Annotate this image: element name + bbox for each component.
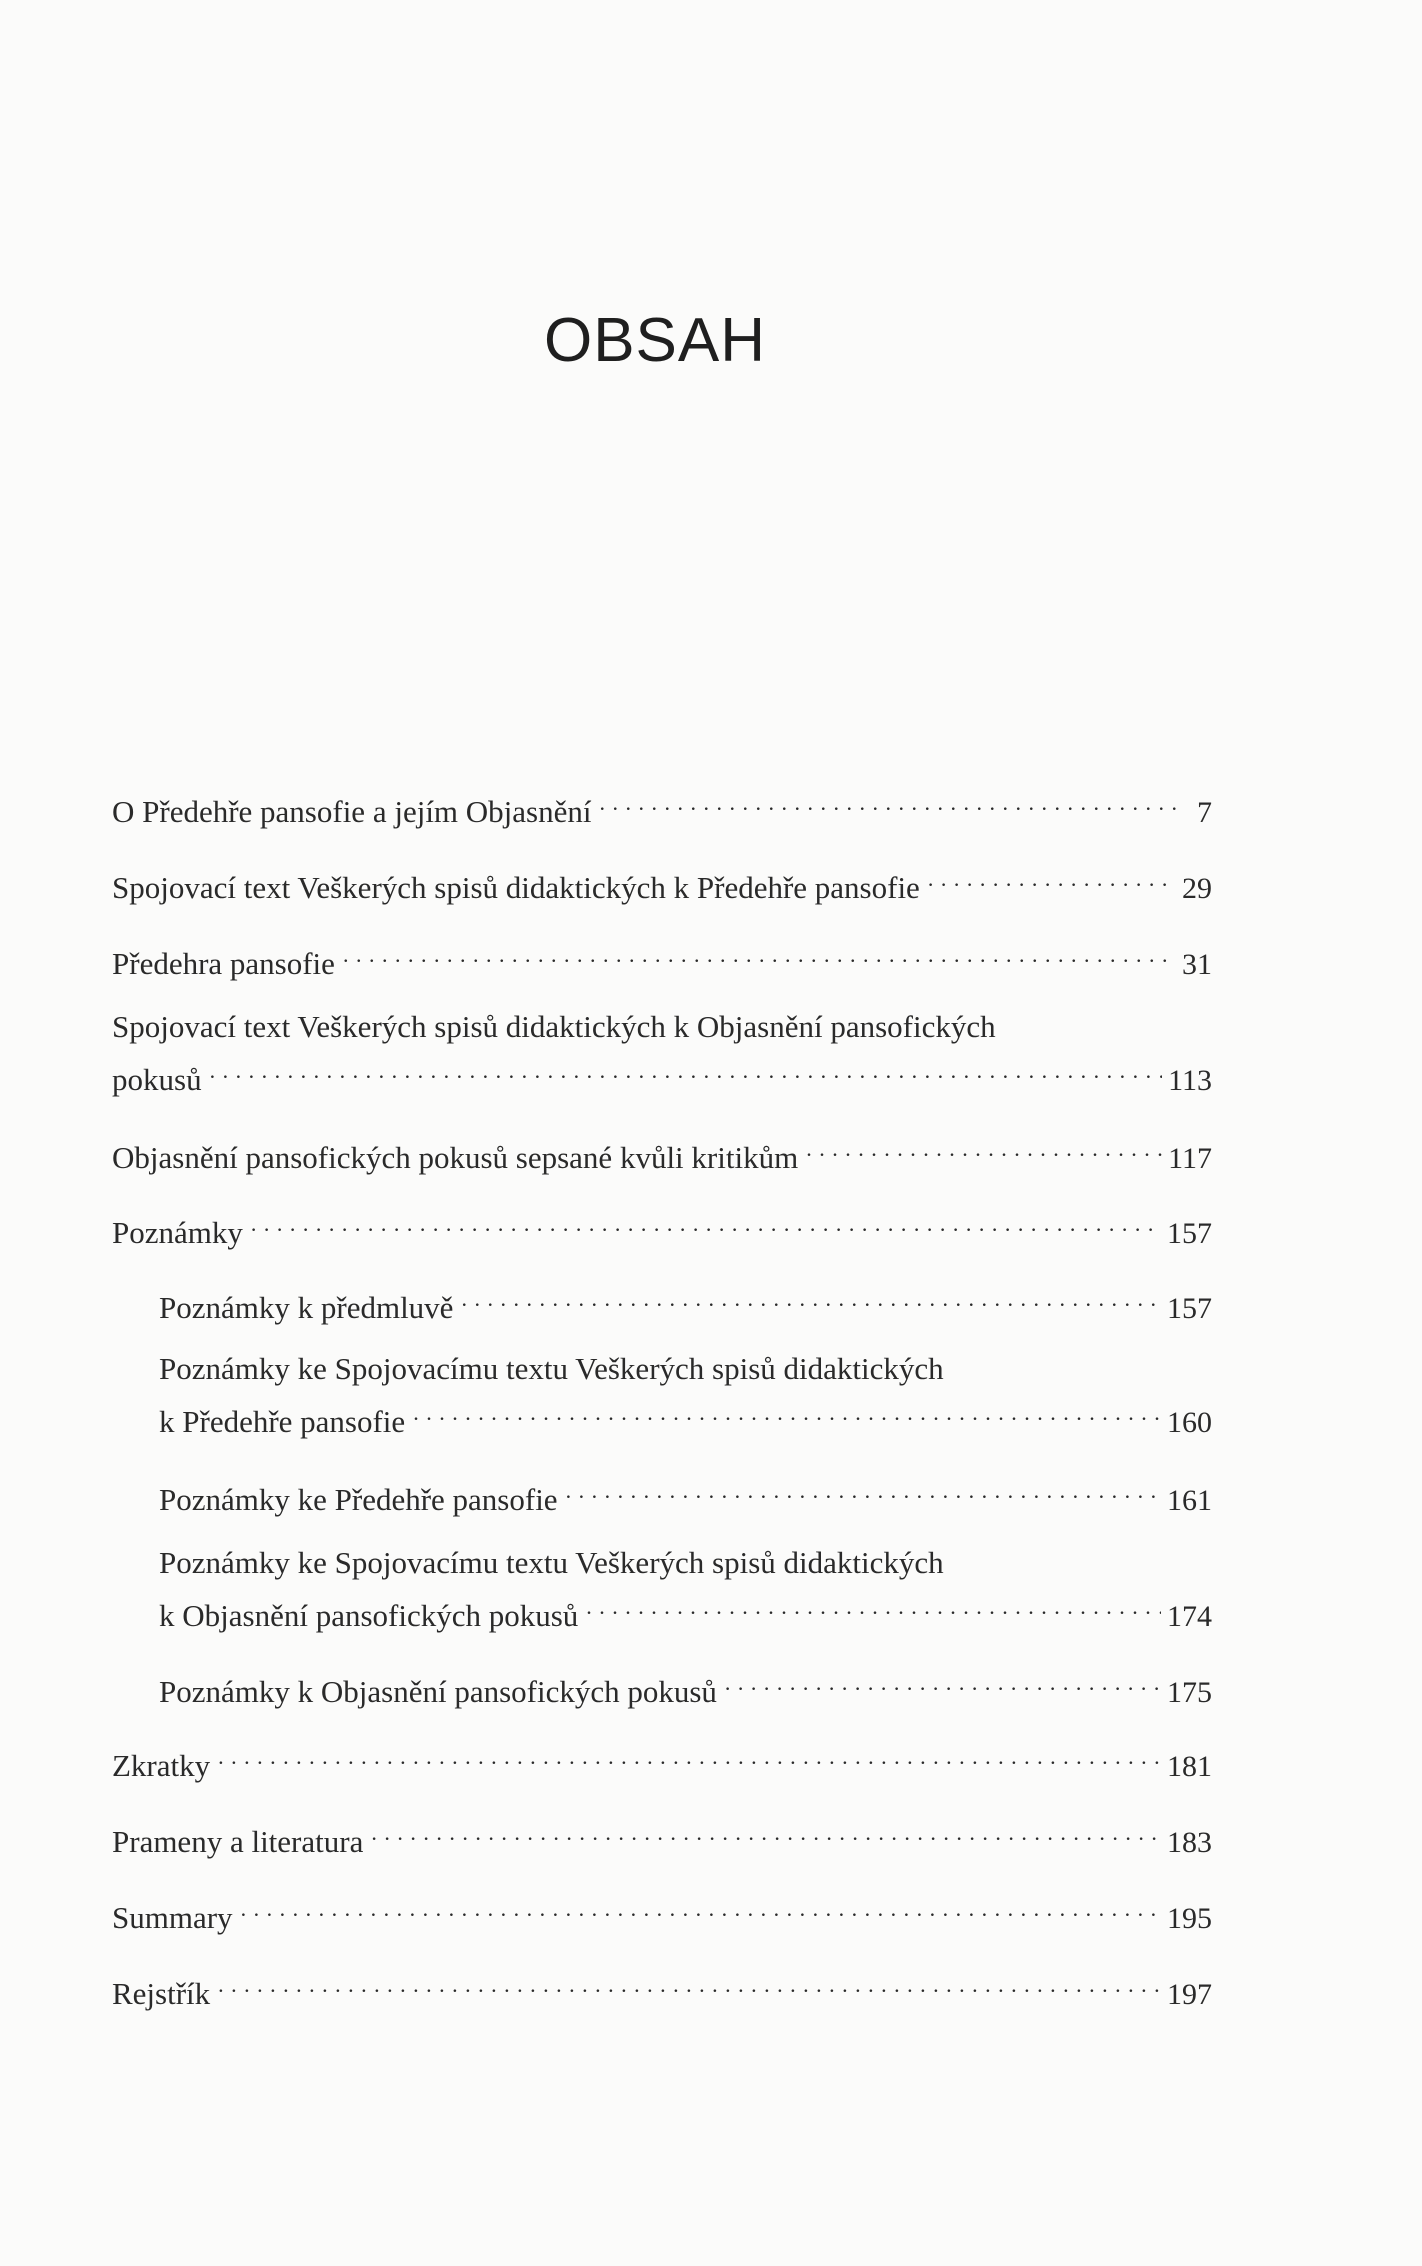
dot-leader (218, 1962, 1161, 2004)
toc-entry[interactable] (112, 1734, 1212, 1783)
toc-entry[interactable] (112, 780, 1212, 829)
toc-entry-title: Zkratky (112, 1748, 211, 1783)
dot-leader (600, 780, 1177, 822)
toc-subentry[interactable] (159, 1542, 1212, 1633)
dot-leader (343, 932, 1176, 974)
dot-leader (218, 1734, 1161, 1776)
toc-entry-title-line1: Spojovací text Veškerých spisů didaktických k Objasnění pansofických (112, 1009, 996, 1044)
toc-entry-page: 160 (1167, 1406, 1212, 1439)
toc-entry-page: 183 (1167, 1826, 1212, 1859)
toc-subentry[interactable] (159, 1660, 1212, 1709)
toc-entry-title: Předehra pansofie (112, 946, 335, 981)
dot-leader (566, 1468, 1161, 1510)
toc-subentry[interactable] (159, 1468, 1212, 1517)
dot-leader (928, 856, 1176, 898)
dot-leader (586, 1584, 1161, 1626)
toc-entry[interactable] (112, 1810, 1212, 1859)
toc-entry-page: 117 (1168, 1142, 1212, 1175)
toc-entry-page: 31 (1182, 948, 1212, 981)
toc-entry-page: 197 (1167, 1978, 1212, 2011)
toc-entry-page: 7 (1197, 796, 1212, 829)
dot-leader (725, 1660, 1161, 1702)
toc-entry-page: 157 (1167, 1217, 1212, 1250)
dot-leader (413, 1390, 1161, 1432)
toc-entry-page: 181 (1167, 1750, 1212, 1783)
toc-entry-page: 175 (1167, 1676, 1212, 1709)
toc-entry[interactable] (112, 1126, 1212, 1175)
toc-entry-title: Spojovací text Veškerých spisů didaktických k Předehře pansofie (112, 870, 920, 905)
dot-leader (806, 1126, 1162, 1168)
toc-entry-title: Poznámky (112, 1215, 243, 1250)
toc-entry-page: 195 (1167, 1902, 1212, 1935)
toc-entry[interactable] (112, 1962, 1212, 2011)
toc-entry-title-line1: Poznámky ke Spojovacímu textu Veškerých spisů didaktických (159, 1545, 944, 1580)
toc-entry-title: k Předehře pansofie (159, 1404, 406, 1439)
page-title: OBSAH (543, 306, 767, 375)
toc-entry[interactable] (112, 856, 1212, 905)
dot-leader (241, 1886, 1161, 1928)
toc-entry-title: Rejstřík (112, 1976, 211, 2011)
toc-entry-page: 113 (1168, 1064, 1212, 1097)
toc-entry-title-line1: Poznámky ke Spojovacímu textu Veškerých spisů didaktických (159, 1351, 944, 1386)
toc-entry-title: Objasnění pansofických pokusů sepsané kvůli kritikům (112, 1140, 799, 1175)
dot-leader (210, 1048, 1163, 1090)
toc-entry-page: 29 (1182, 872, 1212, 905)
dot-leader (461, 1276, 1161, 1318)
toc-subentry[interactable] (159, 1348, 1212, 1439)
toc-entry-title: Poznámky k Objasnění pansofických pokusů (159, 1674, 717, 1709)
toc-entry-page: 161 (1167, 1484, 1212, 1517)
toc-entry-title: Poznámky k předmluvě (159, 1290, 454, 1325)
toc-entry-title: Summary (112, 1900, 233, 1935)
toc-entry-page: 174 (1167, 1600, 1212, 1633)
toc-entry-title: Prameny a literatura (112, 1824, 364, 1859)
toc-subentry[interactable] (159, 1276, 1212, 1325)
toc-entry-title: k Objasnění pansofických pokusů (159, 1598, 579, 1633)
dot-leader (251, 1201, 1161, 1243)
toc-entry[interactable] (112, 1006, 1212, 1097)
toc-entry[interactable] (112, 1201, 1212, 1250)
toc-entry-title: Poznámky ke Předehře pansofie (159, 1482, 558, 1517)
toc-entry[interactable] (112, 1886, 1212, 1935)
toc-entry[interactable] (112, 932, 1212, 981)
toc-entry-title: pokusů (112, 1062, 202, 1097)
toc-entry-page: 157 (1167, 1292, 1212, 1325)
dot-leader (371, 1810, 1161, 1852)
toc-entry-title: O Předehře pansofie a jejím Objasnění (112, 794, 592, 829)
